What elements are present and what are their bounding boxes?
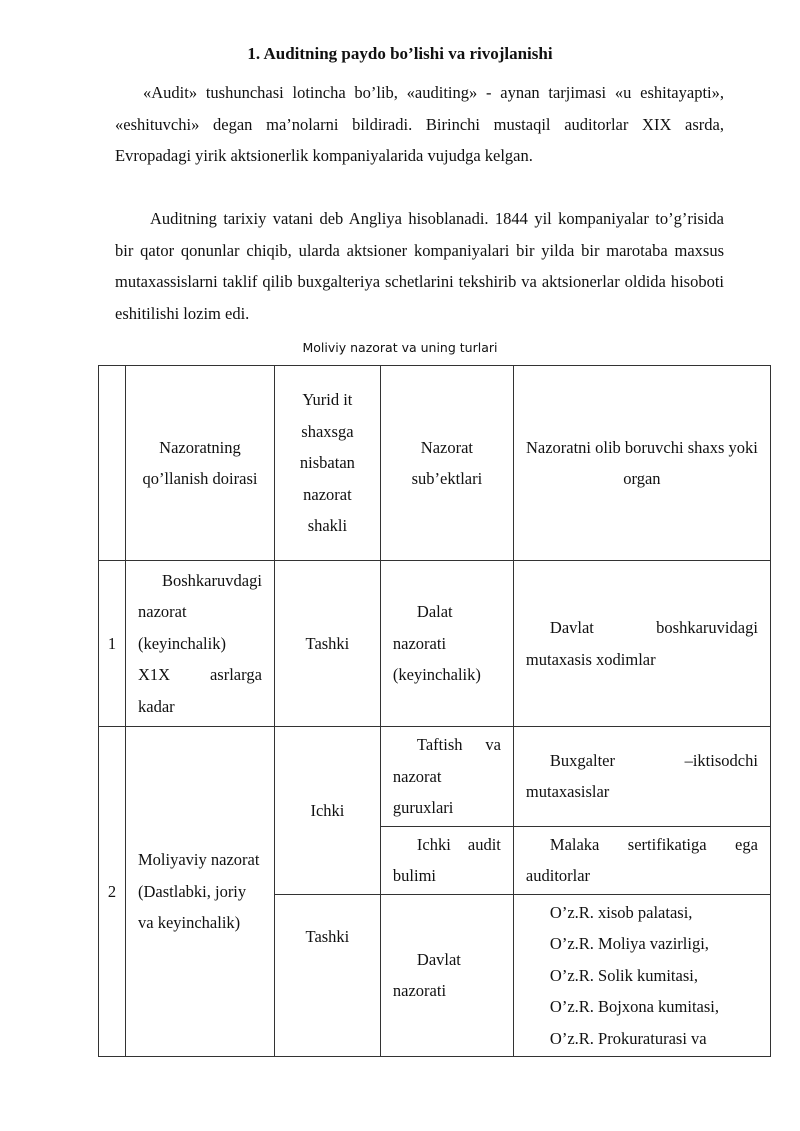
organ-list-item: O’z.R. Prokuraturasi va — [549, 1028, 707, 1048]
cell-organ-list — [513, 894, 770, 1057]
header-scope: Nazoratning qo’llanish doirasi — [126, 366, 275, 561]
cell-subject: Dalat nazorati (keyinchalik) — [380, 561, 513, 727]
control-types-table — [98, 365, 771, 1057]
cell-organ: Malaka sertifikatiga ega auditorlar — [513, 826, 770, 894]
header-organ: Nazoratni olib boruvchi shaxs yoki organ — [513, 366, 770, 561]
cell-scope: Moliyaviy nazorat (Dastlabki, joriy va keyinchalik) — [126, 727, 275, 1057]
cell-subject: Ichki audit bulimi — [380, 826, 513, 894]
row-number: 1 — [99, 561, 126, 727]
cell-subject: Taftish va nazorat guruxlari — [380, 727, 513, 827]
cell-scope: Boshkaruvdagi nazorat (keyinchalik) X1X asrlarga kadar — [126, 561, 275, 727]
paragraph: Auditning tarixiy vatani deb Angliya hisoblanadi. 1844 yil kompaniyalar to’g’risida bir qator qonunlar chiqib, ularda aktsioner kompaniyalari bir yilda bir marotaba maxsus mutaxassislarni taklif qilib buxgalteriya schetlarini tekshirib va aktsionerlar oldida hisoboti eshitilishi lozim edi. — [115, 209, 724, 323]
cell-organ: Davlat boshkaruvidagi mutaxasis xodimlar — [513, 561, 770, 727]
header-subjects: Nazorat sub’ektlari — [380, 366, 513, 561]
organ-list-item: O’z.R. Solik kumitasi, — [549, 965, 698, 985]
row-number: 2 — [99, 727, 126, 1057]
organ-list-item: O’z.R. Bojxona kumitasi, — [549, 997, 720, 1016]
cell-organ: Buxgalter –iktisodchi mutaxasislar — [513, 727, 770, 827]
cell-form: Ichki — [274, 727, 380, 895]
header-number — [99, 366, 126, 561]
page-heading: 1. Auditning paydo bo’lishi va rivojlanishi — [247, 44, 553, 63]
cell-subject: Davlat nazorati — [380, 894, 513, 1057]
cell-form: Tashki — [274, 894, 380, 1057]
organ-list-item: O’z.R. Moliya vazirligi, — [549, 934, 709, 953]
organ-list-item: O’z.R. xisob palatasi, — [549, 902, 693, 922]
table-row — [99, 727, 771, 827]
table-header-row — [99, 366, 771, 561]
cell-form: Tashki — [274, 561, 380, 727]
header-form: Yurid it shaxsga nisbatan nazorat shakli — [274, 366, 380, 561]
table-row — [99, 561, 771, 727]
table-caption: Moliviy nazorat va uning turlari — [302, 340, 498, 355]
paragraph: «Audit» tushunchasi lotincha bo’lib, «auditing» - aynan tarjimasi «u eshitayapti», «eshituvchi» degan ma’nolarni bildiradi. Birinchi mustaqil auditorlar XIX asrda, Evropadagi yirik aktsionerlik kompaniyalarida vujudga kelgan. — [115, 83, 724, 165]
